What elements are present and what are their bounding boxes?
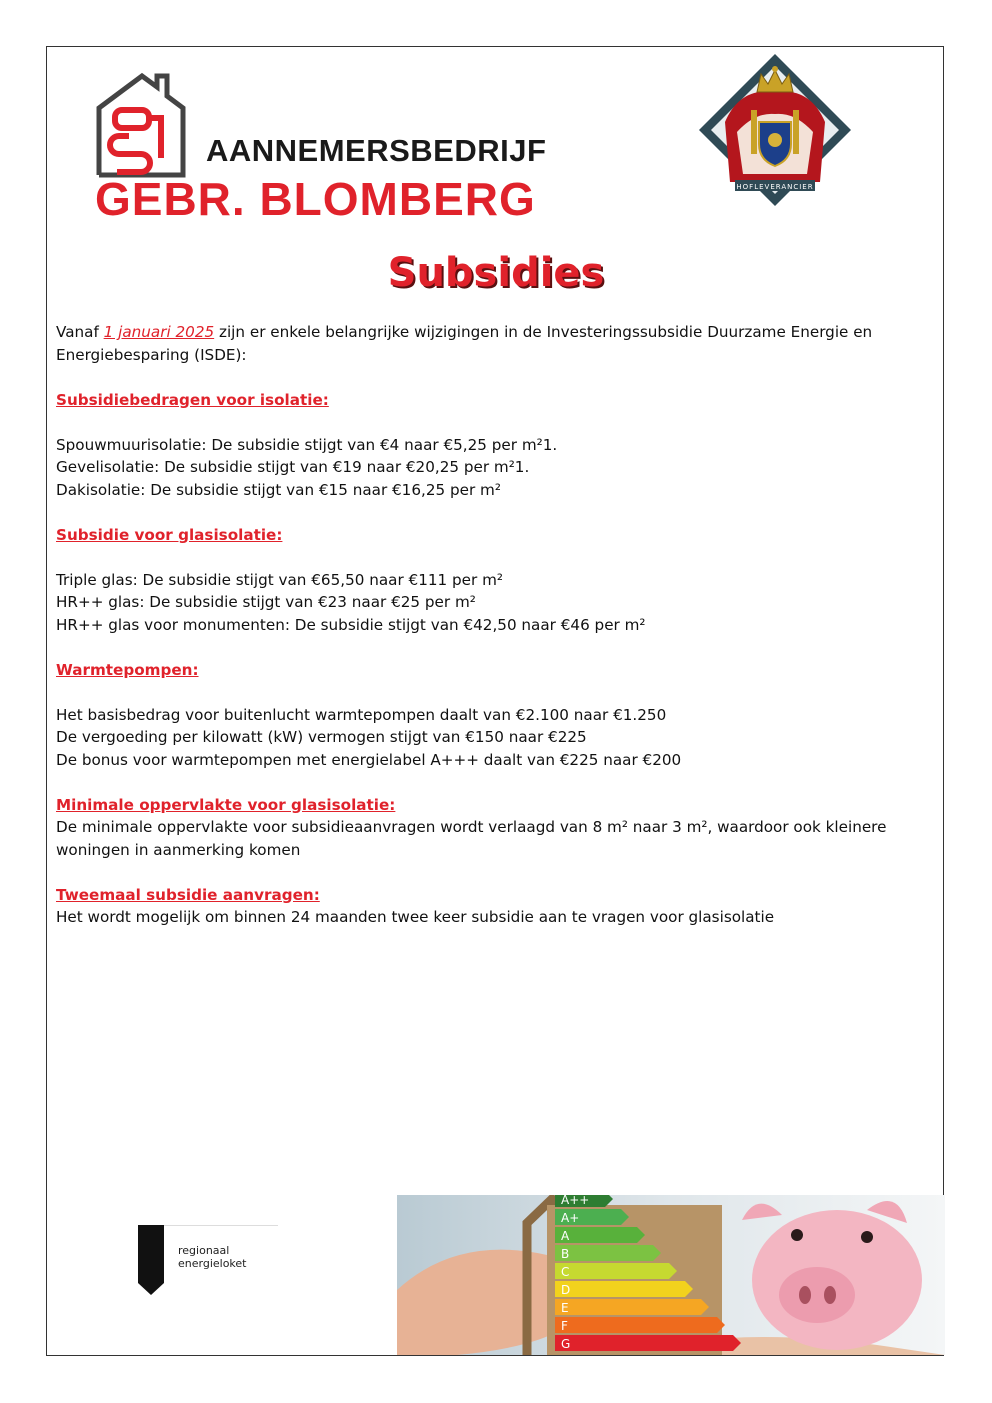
energieloket-text	[178, 1244, 247, 1270]
loket-line2: energieloket	[178, 1257, 247, 1270]
oppervlakte-text: De minimale oppervlakte voor subsidieaanvragen wordt verlaagd van 8 m² naar 3 m², waardoor ook kleinere woningen in aanmerking komen	[56, 818, 887, 859]
loket-line1: regionaal	[178, 1244, 230, 1257]
crest-banner-text: HOFLEVERANCIER	[736, 183, 814, 191]
energy-bar-g	[555, 1335, 741, 1351]
isolatie-line: Spouwmuurisolatie: De subsidie stijgt van €4 naar €5,25 per m²1.	[56, 435, 558, 454]
energy-bar-label: E	[561, 1301, 569, 1315]
warmtepomp-line: Het basisbedrag voor buitenlucht warmtepompen daalt van €2.100 naar €1.250	[56, 705, 667, 724]
energy-bar-label: F	[561, 1319, 568, 1333]
energy-bar-label: G	[561, 1337, 571, 1351]
energy-bar-c	[555, 1263, 677, 1279]
section-heading-oppervlakte: Minimale oppervlakte voor glasisolatie:	[56, 795, 396, 814]
warmtepomp-line: De vergoeding per kilowatt (kW) vermogen stijgt van €150 naar €225	[56, 728, 587, 746]
energy-bar-label: A	[561, 1229, 570, 1243]
energy-bar-label: C	[561, 1265, 570, 1279]
section-heading-isolatie: Subsidiebedragen voor isolatie:	[56, 390, 329, 409]
intro-before: Vanaf	[56, 323, 104, 341]
energy-bar-e	[555, 1299, 709, 1315]
isolatie-line: Dakisolatie: De subsidie stijgt van €15 naar €16,25 per m²	[56, 480, 501, 499]
tweemaal-text: Het wordt mogelijk om binnen 24 maanden twee keer subsidie aan te vragen voor glasisolatie	[56, 908, 775, 926]
isolatie-line: Gevelisolatie: De subsidie stijgt van €19 naar €20,25 per m²1.	[56, 458, 530, 476]
main-content	[56, 321, 936, 929]
section-heading-tweemaal: Tweemaal subsidie aanvragen:	[56, 885, 320, 904]
intro-after: zijn er enkele belangrijke wijzigingen in de Investeringssubsidie Duurzame Energie en Energiebesparing (ISDE):	[56, 323, 873, 364]
glas-line: Triple glas: De subsidie stijgt van €65,50 naar €111 per m²	[56, 570, 503, 589]
energy-bar-label: A+	[561, 1211, 580, 1225]
section-heading-warmtepompen: Warmtepompen:	[56, 660, 199, 679]
gbs-monogram	[110, 110, 161, 172]
intro-paragraph	[56, 321, 936, 366]
company-prefix: AANNEMERSBEDRIJF	[206, 133, 547, 168]
lion-shield-icon	[759, 122, 791, 166]
energy-bar-label: D	[561, 1283, 571, 1297]
energy-bar-d	[555, 1281, 693, 1297]
section-heading-glasisolatie: Subsidie voor glasisolatie:	[56, 525, 283, 544]
hofleverancier-crest	[695, 52, 855, 212]
glas-line: HR++ glas: De subsidie stijgt van €23 naar €25 per m²	[56, 593, 476, 611]
energy-bar-b	[555, 1245, 661, 1261]
page-title: Subsidies	[387, 250, 605, 296]
company-name: GEBR. BLOMBERG	[95, 173, 536, 225]
glas-line: HR++ glas voor monumenten: De subsidie stijgt van €42,50 naar €46 per m²	[56, 615, 646, 634]
energy-label-photo	[397, 1195, 945, 1355]
intro-date: 1 januari 2025	[103, 323, 215, 341]
bookmark-icon	[138, 1225, 164, 1295]
energy-bar-f	[555, 1317, 725, 1333]
energy-bar-label: A++	[561, 1195, 590, 1207]
energy-bar-label: B	[561, 1247, 570, 1261]
warmtepomp-line: De bonus voor warmtepompen met energielabel A+++ daalt van €225 naar €200	[56, 750, 682, 769]
